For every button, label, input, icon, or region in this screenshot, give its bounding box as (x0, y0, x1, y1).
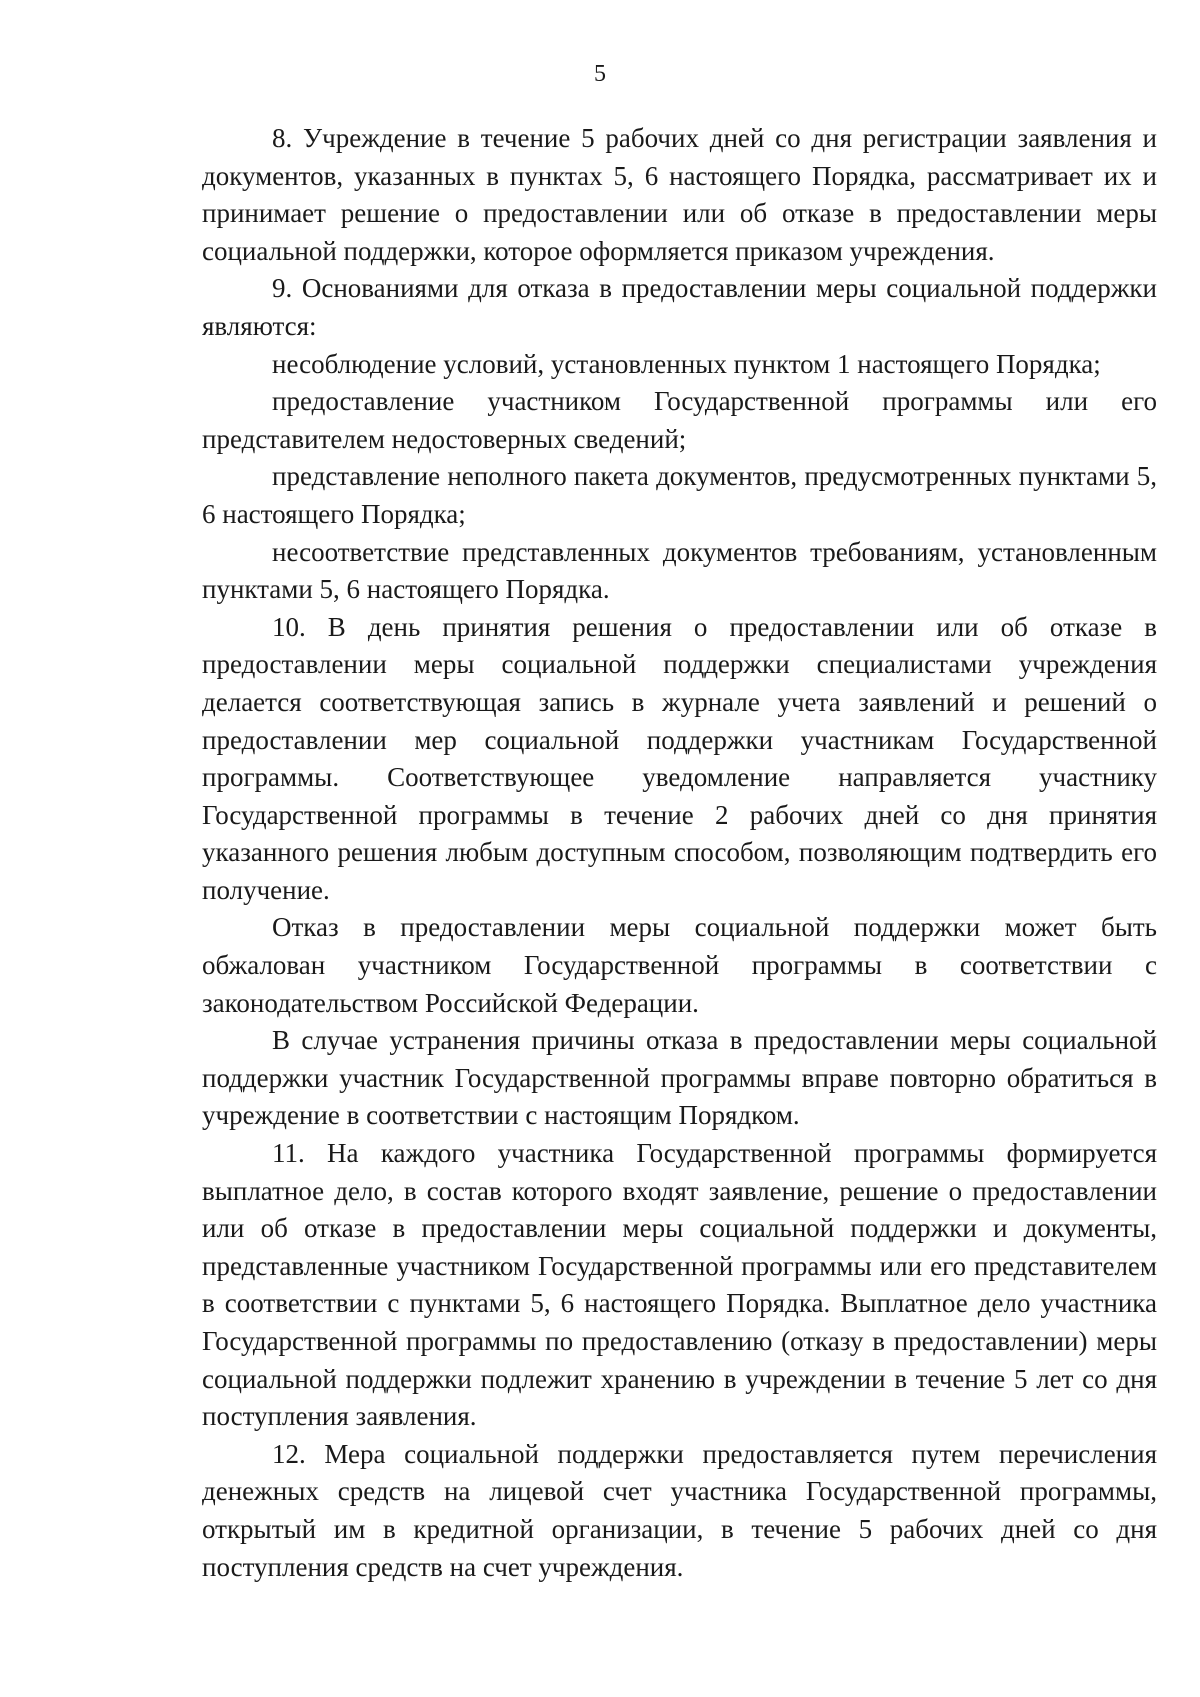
refusal-ground-false-info: предоставление участником Государственной программы или его представителем недостоверных сведений; (202, 386, 1157, 454)
page-number: 5 (594, 61, 606, 87)
paragraph-9: 9. Основаниями для отказа в предоставлении меры социальной поддержки являются: (202, 273, 1157, 341)
paragraph-11: 11. На каждого участника Государственной программы формируется выплатное дело, в состав которого входят заявление, решение о предоставлении или об отказе в предоставлении меры социальной поддержки и документы, представленные участником Государственной программы или его представителем в соответствии с пунктами 5, 6 настоящего Порядка. Выплатное дело участника Государственной программы по предоставлению (отказу в предоставлении) меры социальной поддержки подлежит хранению в учреждении в течение 5 лет со дня поступления заявления. (202, 1138, 1157, 1432)
paragraph-10: 10. В день принятия решения о предоставлении или об отказе в предоставлении меры социальной поддержки специалистами учреждения делается соответствующая запись в журнале учета заявлений и решений о предоставлении мер социальной поддержки участникам Государственной программы. Соответствующее уведомление направляется участнику Государственной программы в течение 2 рабочих дней со дня принятия указанного решения любым доступным способом, позволяющим подтвердить его получение. (202, 611, 1157, 905)
refusal-ground-incomplete-docs: представление неполного пакета документов, предусмотренных пунктами 5, 6 настоящего Порядка; (202, 461, 1157, 529)
paragraph-8: 8. Учреждение в течение 5 рабочих дней со дня регистрации заявления и документов, указанных в пунктах 5, 6 настоящего Порядка, рассматривает их и принимает решение о предоставлении или об отказе в предоставлении меры социальной поддержки, которое оформляется приказом учреждения. (202, 123, 1157, 266)
refusal-ground-nonconformity: несоответствие представленных документов требованиям, установленным пунктами 5, 6 настоящего Порядка. (202, 536, 1157, 605)
refusal-ground-conditions: несоблюдение условий, установленных пунктом 1 настоящего Порядка; (272, 348, 1101, 379)
paragraph-10-appeal: Отказ в предоставлении меры социальной поддержки может быть обжалован участником Государственной программы в соответствии с законодательством Российской Федерации. (202, 912, 1157, 1018)
document-body (202, 120, 1157, 1586)
paragraph-12: 12. Мера социальной поддержки предоставляется путем перечисления денежных средств на лицевой счет участника Государственной программы, открытый им в кредитной организации, в течение 5 рабочих дней со дня поступления средств на счет учреждения. (202, 1438, 1157, 1582)
paragraph-10-reapply: В случае устранения причины отказа в предоставлении меры социальной поддержки участник Государственной программы вправе повторно обратиться в учреждение в соответствии с настоящим Порядком. (202, 1025, 1157, 1131)
